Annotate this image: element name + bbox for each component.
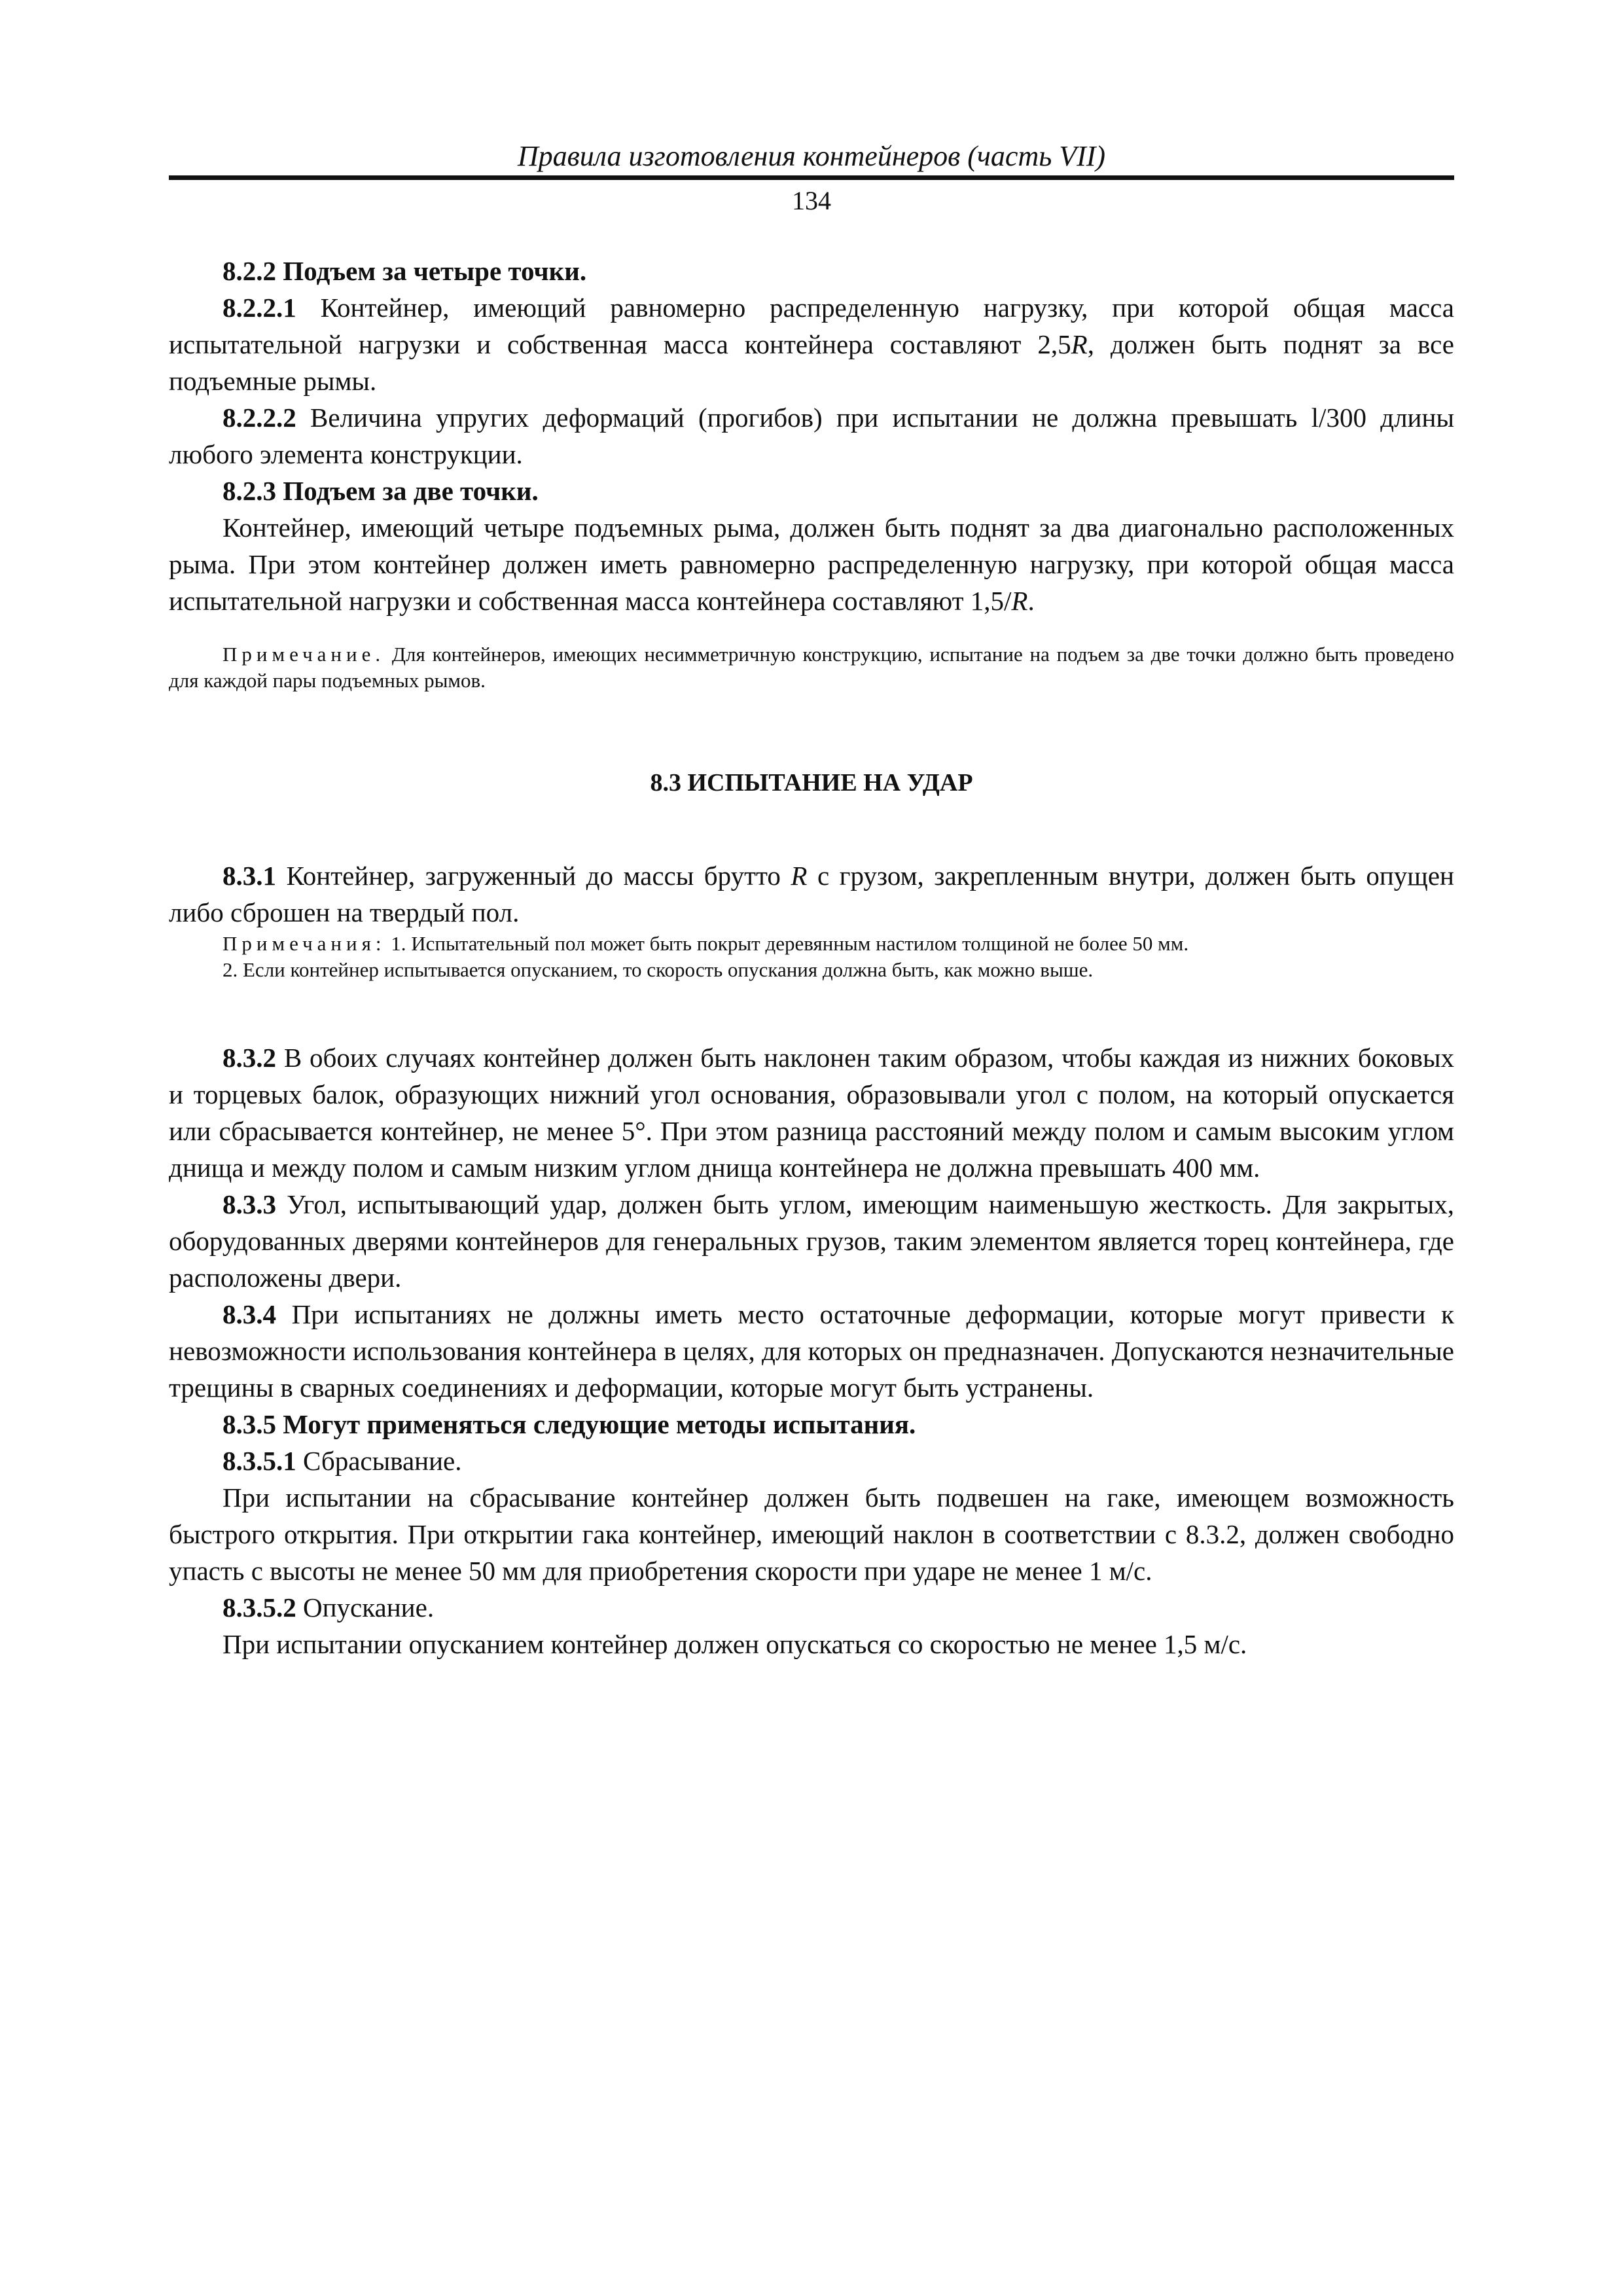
paragraph-8-3-3 (169, 1186, 1454, 1296)
section-title-8-3: 8.3 ИСПЫТАНИЕ НА УДАР (650, 769, 973, 797)
paragraph-text: Величина упругих деформаций (прогибов) при испытании не должна превышать l/300 длины любого элемента конструкции. (169, 403, 1454, 469)
heading-8-2-3-text: 8.2.3 Подъем за две точки. (223, 476, 539, 506)
paragraph-8-3-5-1 (169, 1443, 1454, 1479)
paragraph-text: Сбрасывание. (296, 1446, 462, 1476)
paragraph-text: . (1027, 586, 1035, 616)
paragraph-8-3-4 (169, 1296, 1454, 1406)
paragraph-8-3-2 (169, 1039, 1454, 1186)
clause-number: 8.3.3 (223, 1189, 276, 1219)
clause-number: 8.3.5.1 (223, 1446, 296, 1476)
symbol-r: R (1071, 329, 1088, 359)
note-label: Примечание. (223, 643, 385, 666)
heading-8-2-2 (169, 253, 1454, 289)
page-body (169, 253, 1454, 1662)
clause-number: 8.2.2.1 (223, 293, 296, 323)
clause-number: 8.3.1 (223, 861, 276, 891)
notes-label: Примечания: (223, 932, 386, 955)
paragraph-text: При испытаниях не должны иметь место остаточные деформации, которые могут привести к невозможности использования контейнера в целях, для которых он предназначен. Допускаются незначительные трещины в сварных соединениях и деформации, которые могут быть устранены. (169, 1299, 1454, 1403)
heading-8-3-5 (169, 1406, 1454, 1443)
note-text: 1. Испытательный пол может быть покрыт деревянным настилом толщиной не более 50 мм. (385, 932, 1189, 955)
paragraph-text: Опускание. (296, 1592, 435, 1623)
paragraph-text: с грузом, закрепленным внутри, должен быть опущен либо сброшен на твердый пол. (169, 861, 1454, 927)
note-8-3-1-item-2: 2. Если контейнер испытывается опусканием, то скорость опускания должна быть, как можно выше. (223, 958, 1094, 981)
note-text: Для контейнеров, имеющих несимметричную конструкцию, испытание на подъем за две точки должно быть проведено для каждой пары подъемных рымов. (169, 643, 1454, 692)
paragraph-8-3-5-2 (169, 1589, 1454, 1626)
paragraph-text: Контейнер, имеющий четыре подъемных рыма, должен быть поднят за два диагонально расположенных рыма. При этом контейнер должен иметь равномерно распределенную нагрузку, при которой общая масса испытательной нагрузки и собственная масса контейнера составляют 1,5/ (169, 512, 1454, 616)
paragraph-8-2-2-2 (169, 399, 1454, 473)
symbol-r: R (791, 861, 808, 891)
clause-number: 8.3.5.2 (223, 1592, 296, 1623)
symbol-r: R (1011, 586, 1028, 616)
paragraph-text: , должен быть поднят за все подъемные рымы. (169, 329, 1454, 396)
running-title: Правила изготовления контейнеров (часть VII) (517, 140, 1106, 172)
paragraph-8-2-2-1 (169, 289, 1454, 399)
paragraph-8-2-3 (169, 509, 1454, 619)
header-rule (169, 175, 1454, 180)
paragraph-8-3-1 (169, 857, 1454, 931)
page-number: 134 (792, 186, 831, 215)
note-8-3-1-item-1 (169, 931, 1454, 957)
clause-number: 8.2.2.2 (223, 403, 296, 433)
paragraph-text: Угол, испытывающий удар, должен быть углом, имеющим наименьшую жесткость. Для закрытых, оборудованных дверями контейнеров для генеральных грузов, таким элементом является торец контейнера, где расположены двери. (169, 1189, 1454, 1293)
note-8-2-3 (169, 641, 1454, 694)
heading-8-3-5-text: 8.3.5 Могут применяться следующие методы испытания. (223, 1409, 916, 1439)
paragraph-8-3-5-1-body: При испытании на сбрасывание контейнер должен быть подвешен на гаке, имеющем возможность быстрого открытия. При открытии гака контейнер, имеющий наклон в соответствии с 8.3.2, должен свободно упасть с высоты не менее 50 мм для приобретения скорости при ударе не менее 1 м/с. (169, 1482, 1454, 1586)
clause-number: 8.3.2 (223, 1043, 276, 1073)
paragraph-8-3-5-2-body: При испытании опусканием контейнер должен опускаться со скоростью не менее 1,5 м/с. (223, 1629, 1247, 1659)
heading-8-2-3 (169, 473, 1454, 509)
paragraph-text: Контейнер, имеющий равномерно распределенную нагрузку, при которой общая масса испытательной нагрузки и собственная масса контейнера составляют 2,5 (169, 293, 1454, 359)
clause-number: 8.3.4 (223, 1299, 276, 1329)
heading-8-2-2-text: 8.2.2 Подъем за четыре точки. (223, 256, 587, 286)
paragraph-text: Контейнер, загруженный до массы брутто (276, 861, 791, 891)
paragraph-text: В обоих случаях контейнер должен быть наклонен таким образом, чтобы каждая из нижних боковых и торцевых балок, образующих нижний угол основания, образовывали угол с полом, на который опускается или сбрасывается контейнер, не менее 5°. При этом разница расстояний между полом и самым высоким углом днища и между полом и самым низким углом днища контейнера не должна превышать 400 мм. (169, 1043, 1454, 1183)
